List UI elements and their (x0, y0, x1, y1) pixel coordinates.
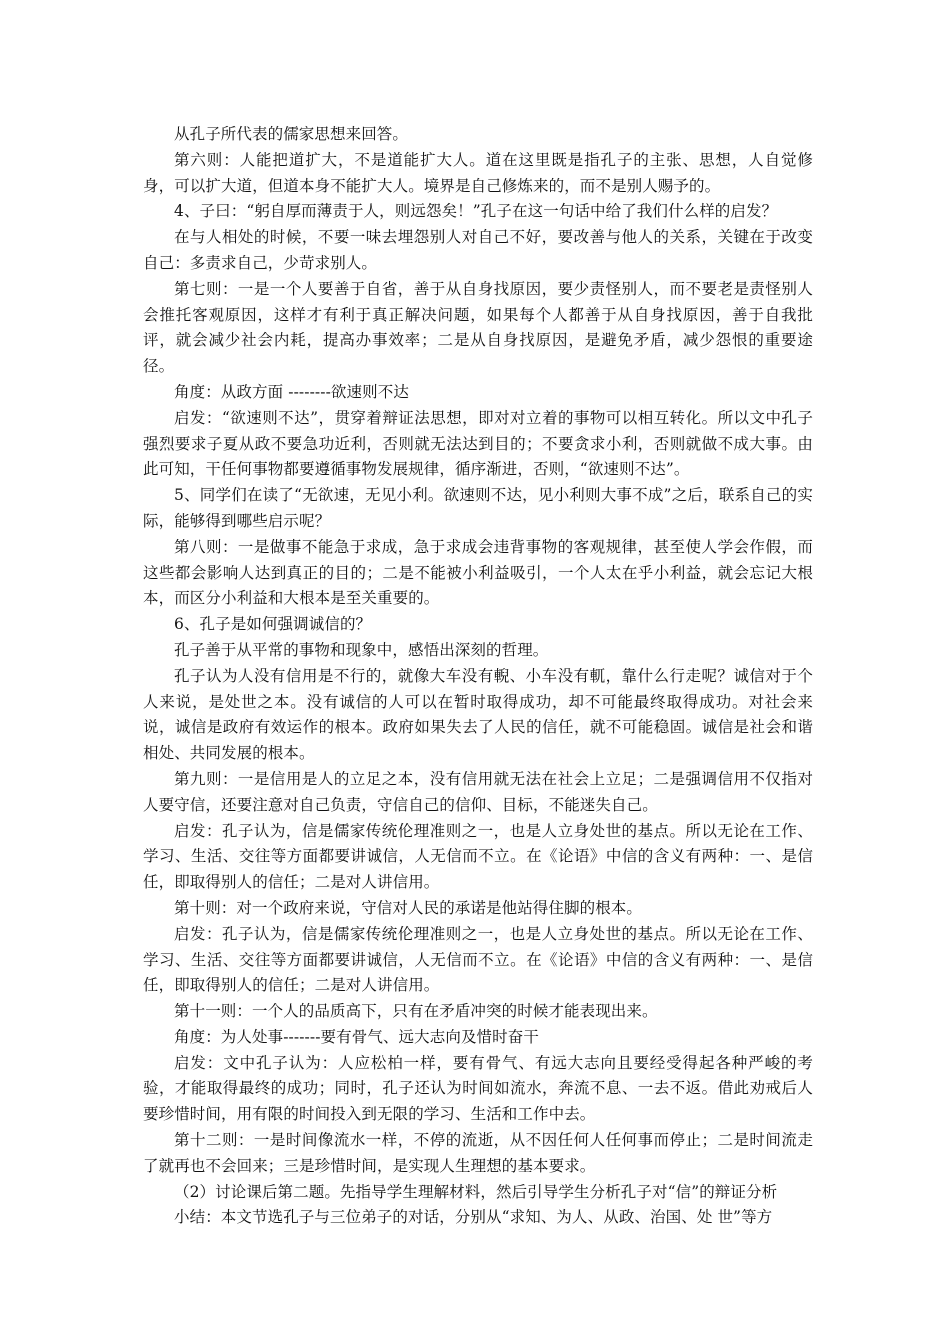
paragraph: 启发：文中孔子认为：人应松柏一样，要有骨气、有远大志向且要经受得起各种严峻的考验，才能取得最终的成功；同时，孔子还认为时间如流水，奔流不息、一去不返。借此劝戒后人要珍惜时间，用有限的时间投入到无限的学习、生活和工作中去。 (143, 1053, 813, 1124)
paragraph: 从孔子所代表的儒家思想来回答。 (174, 125, 409, 143)
paragraph: 启发：“欲速则不达”，贯穿着辩证法思想，即对对立着的事物可以相互转化。所以文中孔子强烈要求子夏从政不要急功近利，否则就无法达到目的；不要贪求小利，否则就做不成大事。由此可知，干任何事物都要遵循事物发展规律，循序渐进，否则，“欲速则不达”。 (143, 408, 813, 479)
paragraph: 第七则：一是一个人要善于自省，善于从自身找原因，要少责怪别人，而不要老是责怪别人会推托客观原因，这样才有利于真正解决问题，如果每个人都善于从自身找原因，善于自我批评，就会减少社会内耗，提高办事效率；二是从自身找原因，是避免矛盾，减少怨恨的重要途径。 (143, 279, 813, 376)
paragraph: 第十一则：一个人的品质高下，只有在矛盾冲突的时候才能表现出来。 (174, 1002, 658, 1021)
paragraph: 4、子曰：“躬自厚而薄责于人，则远怨矣！”孔子在这一句话中给了我们什么样的启发？ (174, 202, 778, 221)
paragraph: 第九则：一是信用是人的立足之本，没有信用就无法在社会上立足；二是强调信用不仅指对人要守信，还要注意对自己负责，守信自己的信仰、目标，不能迷失自己。 (143, 769, 813, 814)
paragraph: 第六则：人能把道扩大，不是道能扩大人。道在这里既是指孔子的主张、思想，人自觉修身，可以扩大道，但道本身不能扩大人。境界是自己修炼来的，而不是别人赐予的。 (143, 150, 813, 195)
paragraph: 6、孔子是如何强调诚信的？ (174, 615, 372, 634)
paragraph: 角度：为人处事-------要有骨气、远大志向及惜时奋干 (174, 1027, 539, 1046)
paragraph: （2）讨论课后第二题。先指导学生理解材料，然后引导学生分析孔子对“信”的辩证分析 (174, 1182, 778, 1201)
paragraph: 启发：孔子认为，信是儒家传统伦理准则之一，也是人立身处世的基点。所以无论在工作、学习、生活、交往等方面都要讲诚信，人无信而不立。在《论语》中信的含义有两种：一、是信任，即取得别人的信任；二是对人讲信用。 (143, 821, 813, 892)
paragraph: 小结：本文节选孔子与三位弟子的对话，分别从“求知、为人、从政、治国、处 世”等方 (174, 1208, 773, 1227)
document-body (143, 122, 813, 1231)
paragraph: 角度：从政方面 --------欲速则不达 (174, 382, 409, 401)
paragraph: 孔子认为人没有信用是不行的，就像大车没有輗、小车没有軏，靠什么行走呢？诚信对于个人来说，是处世之本。没有诚信的人可以在暂时取得成功，却不可能最终取得成功。对社会来说，诚信是政府有效运作的根本。政府如果失去了人民的信任，就不可能稳固。诚信是社会和谐相处、共同发展的根本。 (143, 666, 813, 763)
paragraph: 5、同学们在读了“无欲速，无见小利。欲速则不达，见小利则大事不成”之后，联系自己的实际，能够得到哪些启示呢？ (143, 486, 813, 530)
paragraph: 启发：孔子认为，信是儒家传统伦理准则之一，也是人立身处世的基点。所以无论在工作、学习、生活、交往等方面都要讲诚信，人无信而不立。在《论语》中信的含义有两种：一、是信任，即取得别人的信任；二是对人讲信用。 (143, 924, 813, 995)
paragraph: 第八则：一是做事不能急于求成，急于求成会违背事物的客观规律，甚至使人学会作假，而这些都会影响人达到真正的目的；二是不能被小利益吸引，一个人太在乎小利益，就会忘记大根本，而区分小利益和大根本是至关重要的。 (143, 537, 813, 608)
paragraph: 第十则：对一个政府来说，守信对人民的承诺是他站得住脚的根本。 (174, 898, 643, 917)
paragraph: 第十二则：一是时间像流水一样，不停的流逝，从不因任何人任何事而停止；二是时间流走了就再也不会回来；三是珍惜时间，是实现人生理想的基本要求。 (143, 1131, 813, 1175)
paragraph: 孔子善于从平常的事物和现象中，感悟出深刻的哲理。 (174, 640, 549, 659)
paragraph: 在与人相处的时候，不要一味去埋怨别人对自己不好，要改善与他人的关系，关键在于改变自己：多责求自己，少苛求别人。 (143, 228, 813, 272)
